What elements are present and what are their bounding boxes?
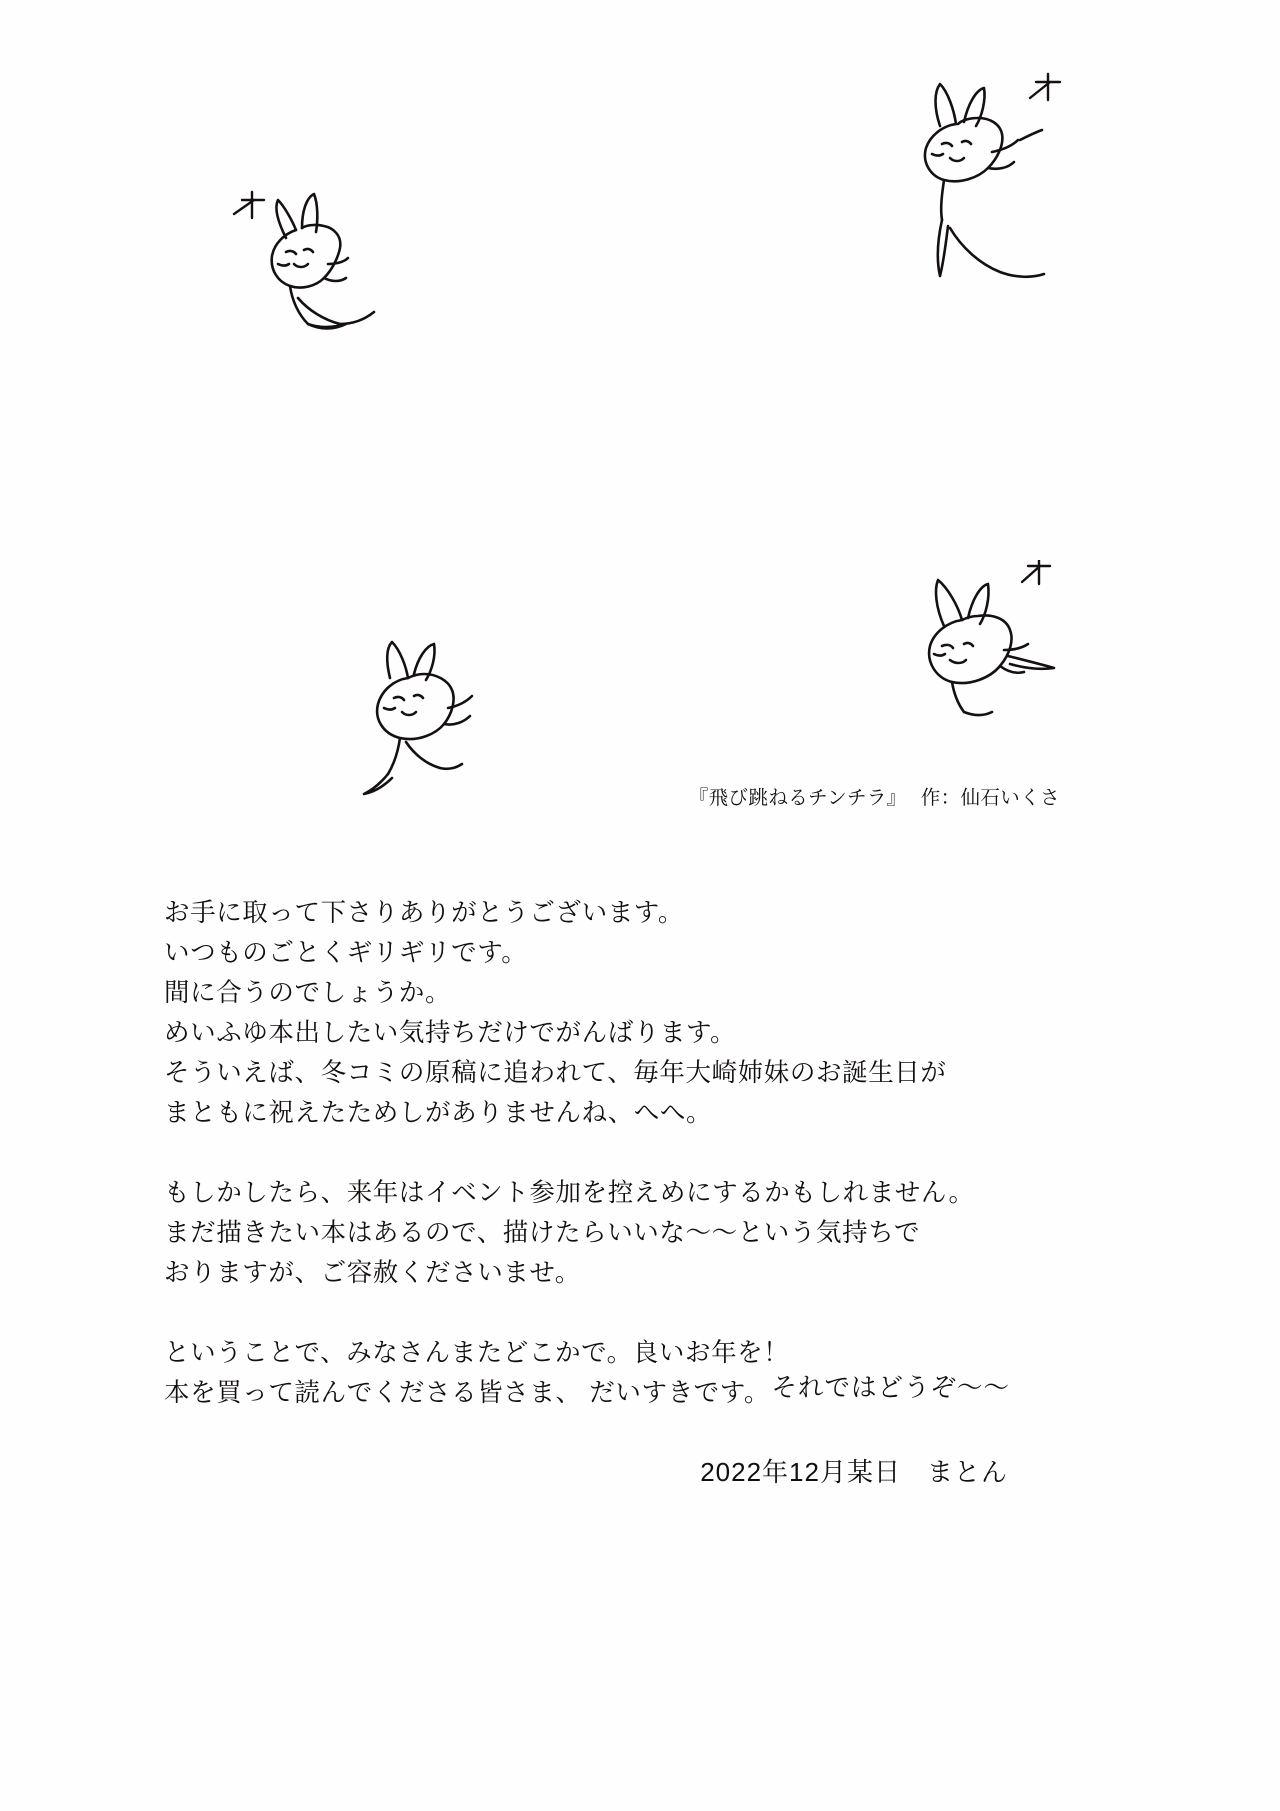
afterword-line: めいふゆ本出したい気持ちだけでがんばります。 bbox=[164, 1019, 737, 1047]
afterword-line: もしかしたら、来年はイベント参加を控えめにするかもしれません。 bbox=[164, 1179, 975, 1207]
illustration-area bbox=[0, 0, 1280, 830]
date-text: 2022年12月某日 bbox=[700, 1457, 901, 1487]
afterword-line: まともに祝えたためしがありませんね、へへ。 bbox=[164, 1099, 713, 1127]
afterword-line: まだ描きたい本はあるので、描けたらいいな〜〜という気持ちで bbox=[164, 1219, 921, 1247]
afterword-line: お手に取って下さりありがとうございます。 bbox=[164, 899, 684, 927]
signoff-text: それではどうぞ〜〜 bbox=[771, 1374, 1010, 1402]
afterword-line: そういえば、冬コミの原稿に追われて、毎年大崎姉妹のお誕生日が bbox=[164, 1059, 947, 1087]
afterword-line: おりますが、ご容赦くださいませ。 bbox=[164, 1259, 581, 1287]
afterword-line: ということで、みなさんまたどこかで。良いお年を！ bbox=[164, 1339, 790, 1367]
caption-title: 『飛び跳ねるチンチラ』 bbox=[688, 787, 907, 809]
chinchilla-top-right bbox=[880, 70, 1090, 305]
afterword-line: 本を買って読んでくださる皆さま、 だいすきです。 bbox=[164, 1379, 770, 1407]
chinchilla-top-left bbox=[228, 178, 418, 353]
afterword-text bbox=[164, 893, 1124, 1413]
afterword-line: いつものごとくギリギリです。 bbox=[164, 939, 528, 967]
date-and-author bbox=[0, 1452, 1008, 1489]
paragraph-spacer bbox=[164, 1133, 1124, 1173]
illustration-caption bbox=[0, 782, 1060, 810]
caption-artist: 作：仙石いくさ bbox=[920, 787, 1060, 809]
chinchilla-middle-right bbox=[900, 560, 1080, 755]
afterword-line: 間に合うのでしょうか。 bbox=[164, 979, 452, 1007]
author-name: まとん bbox=[926, 1457, 1008, 1487]
paragraph-spacer bbox=[164, 1293, 1124, 1333]
